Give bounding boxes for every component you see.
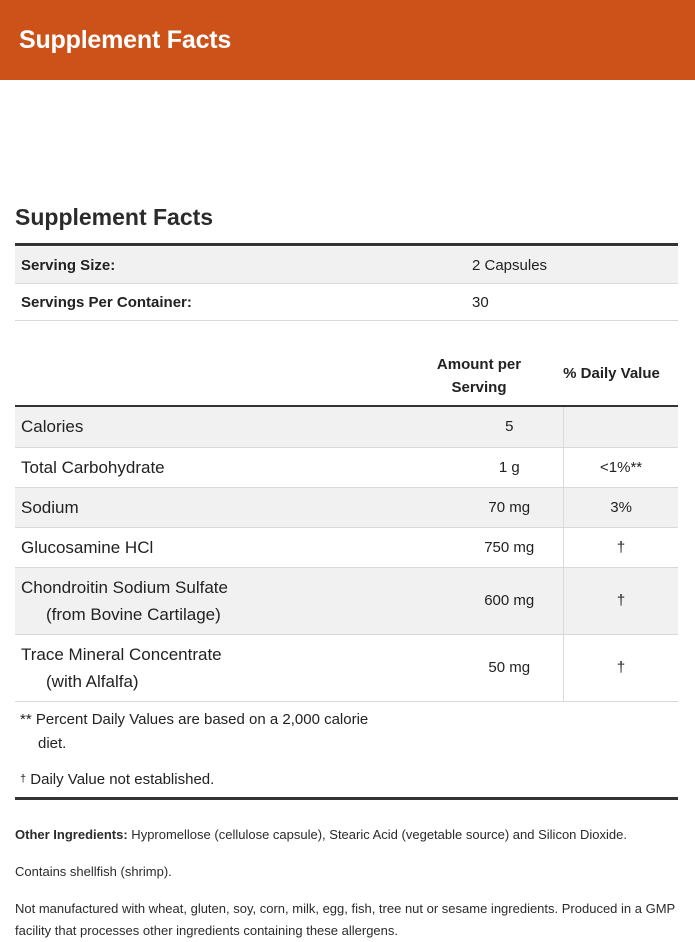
nutrient-amount: 5 (455, 407, 563, 447)
nutrient-name-cell (15, 634, 455, 701)
nutrient-name: Sodium (15, 487, 455, 527)
table-row (15, 284, 678, 321)
nutrient-name: Trace Mineral Concentrate (21, 644, 222, 664)
nutrient-source: (with Alfalfa) (46, 671, 139, 691)
nutrient-amount: 600 mg (455, 567, 563, 634)
amount-per-serving-header (419, 353, 539, 399)
dagger-footnote (20, 767, 214, 792)
table-row (15, 447, 678, 487)
table-row (15, 407, 678, 447)
table-row (15, 487, 678, 527)
nutrient-daily-value: † (564, 567, 678, 634)
serving-info-table (15, 247, 678, 321)
page-header (0, 0, 695, 80)
nutrients-table (15, 407, 678, 702)
dagger-text: Daily Value not established. (26, 771, 215, 788)
nutrient-name: Total Carbohydrate (15, 447, 455, 487)
other-ingredients-text: Hypromellose (cellulose capsule), Stearic Acid (vegetable source) and Silicon Dioxide. (127, 827, 627, 842)
nutrient-amount: 750 mg (455, 527, 563, 567)
dagger-mark: † (20, 773, 27, 785)
servings-per-container-value: 30 (466, 284, 678, 321)
servings-per-container-label: Servings Per Container: (15, 284, 466, 321)
nutrient-name: Chondroitin Sodium Sulfate (21, 577, 228, 597)
footnote-line2: diet. (38, 735, 67, 752)
nutrient-name: Calories (15, 407, 455, 447)
percent-daily-footnote (20, 708, 368, 756)
table-row (15, 634, 678, 701)
facts-title: Supplement Facts (15, 204, 214, 230)
nutrient-amount: 70 mg (455, 487, 563, 527)
serving-size-value: 2 Capsules (466, 247, 678, 284)
nutrient-source: (from Bovine Cartilage) (46, 604, 221, 624)
divider-bottom (15, 797, 678, 800)
nutrient-daily-value: † (564, 634, 678, 701)
divider-top (15, 243, 678, 246)
table-row (15, 567, 678, 634)
manufacturing-statement: Not manufactured with wheat, gluten, soy, corn, milk, egg, fish, tree nut or sesame ingredients. Produced in a GMP facility that processes other ingredients containing these allergens. (15, 901, 675, 938)
nutrient-name: Glucosamine HCl (15, 527, 455, 567)
other-ingredients-label: Other Ingredients: (15, 827, 128, 842)
nutrient-daily-value: † (564, 527, 678, 567)
nutrient-name-cell (15, 567, 455, 634)
column-headers (15, 350, 678, 406)
nutrient-daily-value: <1%** (564, 447, 678, 487)
nutrient-daily-value (564, 407, 678, 447)
table-row (15, 527, 678, 567)
other-ingredients (15, 824, 680, 846)
nutrient-amount: 50 mg (455, 634, 563, 701)
table-row (15, 247, 678, 284)
header-title: Supplement Facts (19, 25, 232, 54)
nutrient-amount: 1 g (455, 447, 563, 487)
amount-header-line2: Serving (451, 379, 507, 396)
serving-size-label: Serving Size: (15, 247, 466, 284)
nutrient-daily-value: 3% (564, 487, 678, 527)
amount-header-line1: Amount per (436, 356, 522, 373)
allergen-statement: Contains shellfish (shrimp). (15, 864, 172, 879)
footnote-line1: ** Percent Daily Values are based on a 2,000 calorie (20, 711, 369, 728)
daily-value-header: % Daily Value (563, 365, 660, 382)
